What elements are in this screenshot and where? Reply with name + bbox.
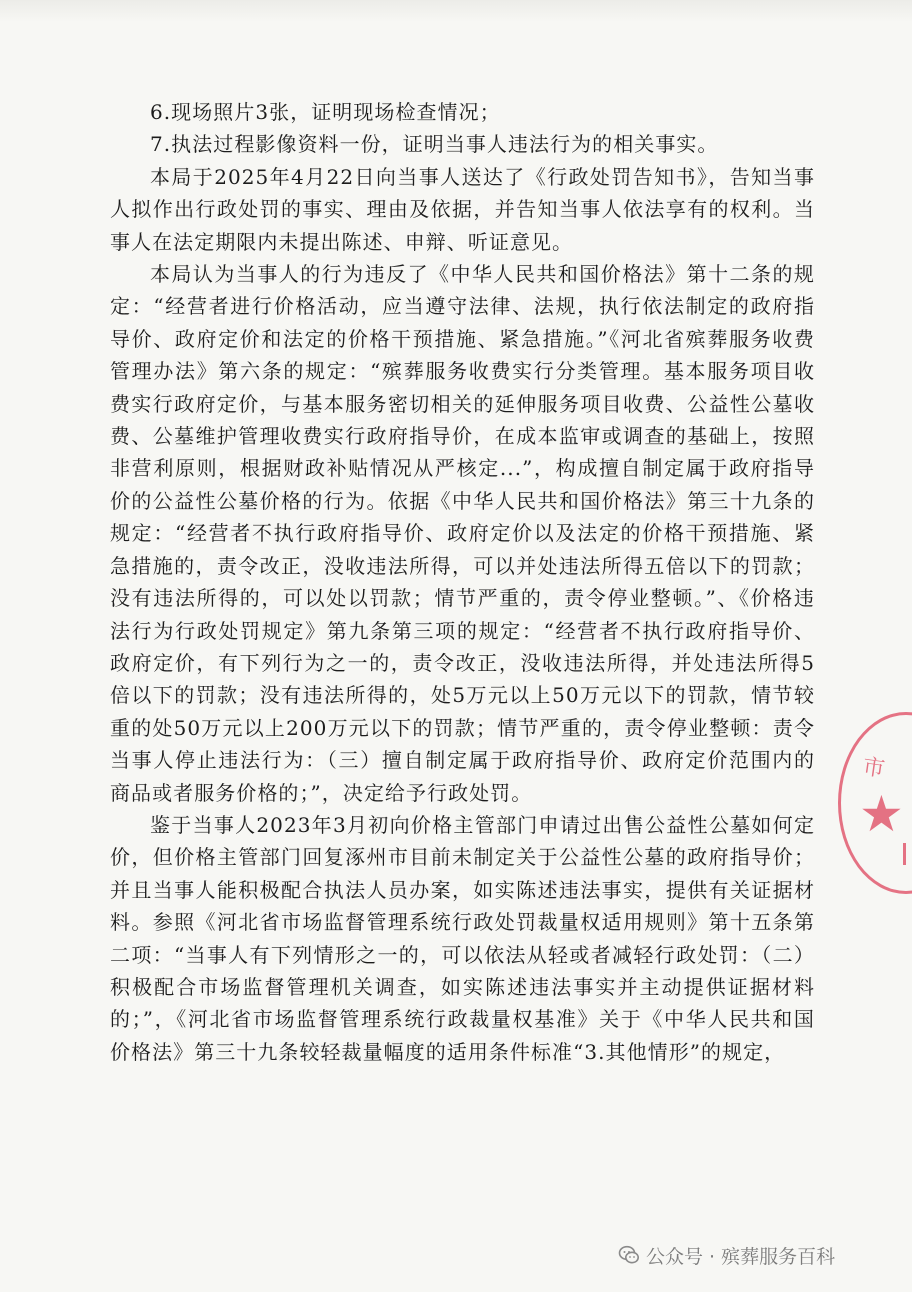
- seal-text: 市: [861, 754, 887, 783]
- seal-star-icon: ★: [859, 785, 904, 843]
- wechat-watermark: [618, 1240, 835, 1270]
- watermark-text: 公众号 · 殡葬服务百科: [646, 1245, 836, 1268]
- official-seal: [838, 712, 912, 894]
- notice-paragraph: 本局于2025年4月22日向当事人送达了《行政处罚告知书》，告知当事人拟作出行政处罚的事实、理由及依据，并告知当事人依法享有的权利。当事人在法定期限内未提出陈述、申辩、听证意见。: [110, 164, 815, 254]
- mitigation-paragraph: 鉴于当事人2023年3月初向价格主管部门申请过出售公益性公墓如何定价，但价格主管部门回复涿州市目前未制定关于公益性公墓的政府指导价；并且当事人能积极配合执法人员办案，如实陈述违法事实，提供有关证据材料。参照《河北省市场监督管理系统行政处罚裁量权适用规则》第十五条第二项：“当事人有下列情形之一的，可以依法从轻或者减轻行政处罚：（二）积极配合市场监督管理机关调查，如实陈述违法事实并主动提供证据材料的；”，《河北省市场监督管理系统行政裁量权基准》关于《中华人民共和国价格法》第三十九条较轻裁量幅度的适用条件标准“3.其他情形”的规定，: [110, 812, 815, 1064]
- wechat-icon: [618, 1244, 640, 1266]
- scan-edge: [0, 0, 912, 22]
- legal-basis-paragraph: 本局认为当事人的行为违反了《中华人民共和国价格法》第十二条的规定：“经营者进行价格活动，应当遵守法律、法规，执行依法制定的政府指导价、政府定价和法定的价格干预措施、紧急措施。”《河北省殡葬服务收费管理办法》第六条的规定：“殡葬服务收费实行分类管理。基本服务项目收费实行政府定价，与基本服务密切相关的延伸服务项目收费、公益性公墓收费、公墓维护管理收费实行政府指导价，在成本监审或调查的基础上，按照非营利原则，根据财政补贴情况从严核定...”，构成擅自制定属于政府指导价的公益性公墓价格的行为。依据《中华人民共和国价格法》第三十九条的规定：“经营者不执行政府指导价、政府定价以及法定的价格干预措施、紧急措施的，责令改正，没收违法所得，可以并处违法所得五倍以下的罚款；没有违法所得的，可以处以罚款；情节严重的，责令停业整顿。”、《价格违法行为行政处罚规定》第九条第三项的规定：“经营者不执行政府指导价、政府定价，有下列行为之一的，责令改正，没收违法所得，并处违法所得5倍以下的罚款；没有违法所得的，处5万元以上50万元以下的罚款，情节较重的处50万元以上200万元以下的罚款；情节严重的，责令停业整顿：责令当事人停止违法行为：（三）擅自制定属于政府指导价、政府定价范围内的商品或者服务价格的；”，决定给予行政处罚。: [110, 262, 815, 805]
- evidence-item-6: 6.现场照片3张，证明现场检查情况；: [150, 100, 501, 124]
- document-body: [110, 96, 815, 1068]
- evidence-item-7: 7.执法过程影像资料一份，证明当事人违法行为的相关事实。: [150, 132, 719, 157]
- seal-mark: [903, 843, 912, 865]
